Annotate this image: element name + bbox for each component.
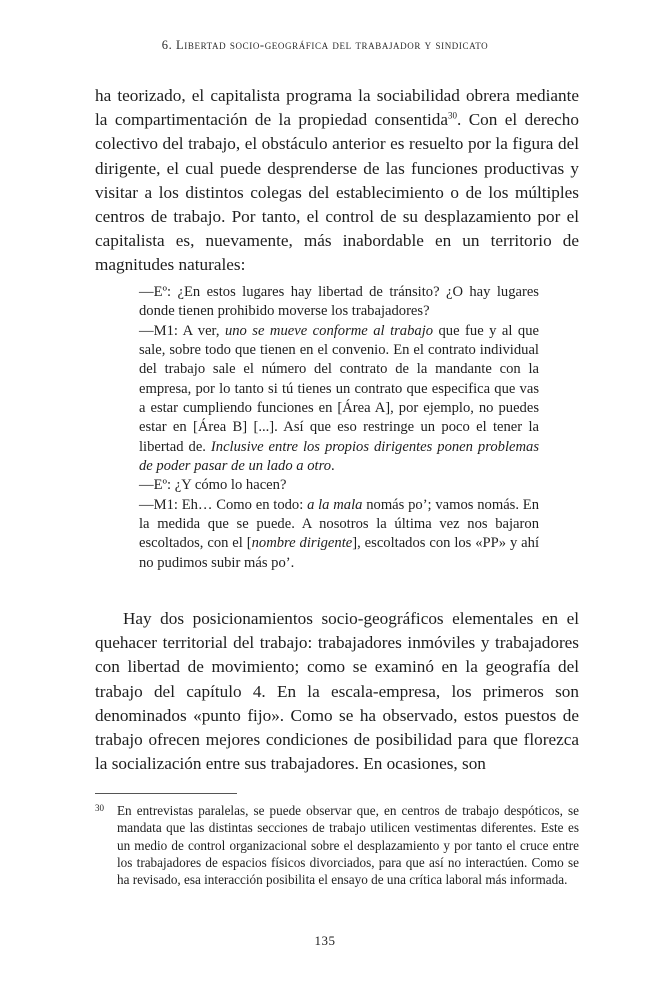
footnote-number: 30 [95,803,104,813]
answer-text: ], escoltados con los «PP» y ahí no pudimos subir más po’. [139,535,539,571]
answer-emphasis: nombre dirigente [251,535,353,552]
running-header: 6. Libertad socio-geográfica del trabajador y sindicato [161,38,489,52]
answer-text: —M1: Eh… Como en todo: [139,496,308,513]
answer-text: . [331,458,335,475]
footnote-reference[interactable]: 30 [448,110,457,121]
body-paragraph-1 [95,84,579,278]
footnote-text: En entrevistas paralelas, se puede observar que, en centros de trabajo despóticos, se mandata que las distintas secciones de trabajo utilicen vestimentas diferentes. Este es un medio de control organizacional sobre el desplazamiento y por tanto el cruce entre los trabajadores de espacios físicos divorciados, para que así no interactúen. Como se ha revisado, esa interacción posibilita el ensayo de una crítica laboral más informada. [117,803,579,888]
answer-text: nomás po’; vamos nomás. En la medida que se puede. A nosotros la última vez nos bajaron escoltados, con el [ [139,496,539,552]
respondent-answer-2 [139,496,539,573]
footnote [95,802,579,888]
interviewer-question-2: —Eº: ¿Y cómo lo hacen? [139,477,287,494]
interview-quote [139,283,539,573]
paragraph-text: ha teorizado, el capitalista programa la sociabilidad obrera mediante la compartimentación de la propiedad consentida [95,86,579,130]
answer-emphasis: a la mala [307,496,363,513]
answer-emphasis: uno se mueve conforme al trabajo [224,322,434,339]
body-paragraph-2: Hay dos posicionamientos socio-geográficos elementales en el quehacer territorial del trabajo: trabajadores inmóviles y trabajadores con libertad de movimiento; como se examinó en la geografía del trabajo del capítulo 4. En la escala-empresa, los primeros son denominados «punto fijo». Como se ha observado, estos puestos de trabajo ofrecen mejores condiciones de posibilidad para que florezca la socialización entre sus trabajadores. En ocasiones, son [95,609,579,774]
answer-emphasis: Inclusive entre los propios dirigentes ponen problemas de poder pasar de un lado a otro [139,438,539,475]
paragraph-text: . Con el derecho colectivo del trabajo, el obstáculo anterior es resuelto por la figura del dirigente, el cual puede desprenderse de las funciones productivas y visitar a los distintos colegas del establecimiento o de los múltiples centros de trabajo. Por tanto, el control de su desplazamiento por el capitalista es, nuevamente, más inabordable en un territorio de magnitudes naturales: [95,110,579,275]
answer-text: —M1: A ver, [139,322,225,339]
answer-text: que fue y al que sale, sobre todo que tienen en el convenio. En el contrato individual del trabajo sale el número del contrato de la mandante con la empresa, por lo tanto si tú tienes un contrato que especifica que vas a estar cumpliendo funciones en [Área A], por ejemplo, no puedes estar en [Área B] [...]. Así que eso restringe un poco el tener la libertad de. [139,322,539,455]
footnote-divider [95,793,237,794]
interviewer-question-1: —Eº: ¿En estos lugares hay libertad de tránsito? ¿O hay lugares donde tienen prohibido moverse los trabajadores? [139,284,539,320]
page-number: 135 [314,933,336,948]
respondent-answer-1 [139,322,539,477]
